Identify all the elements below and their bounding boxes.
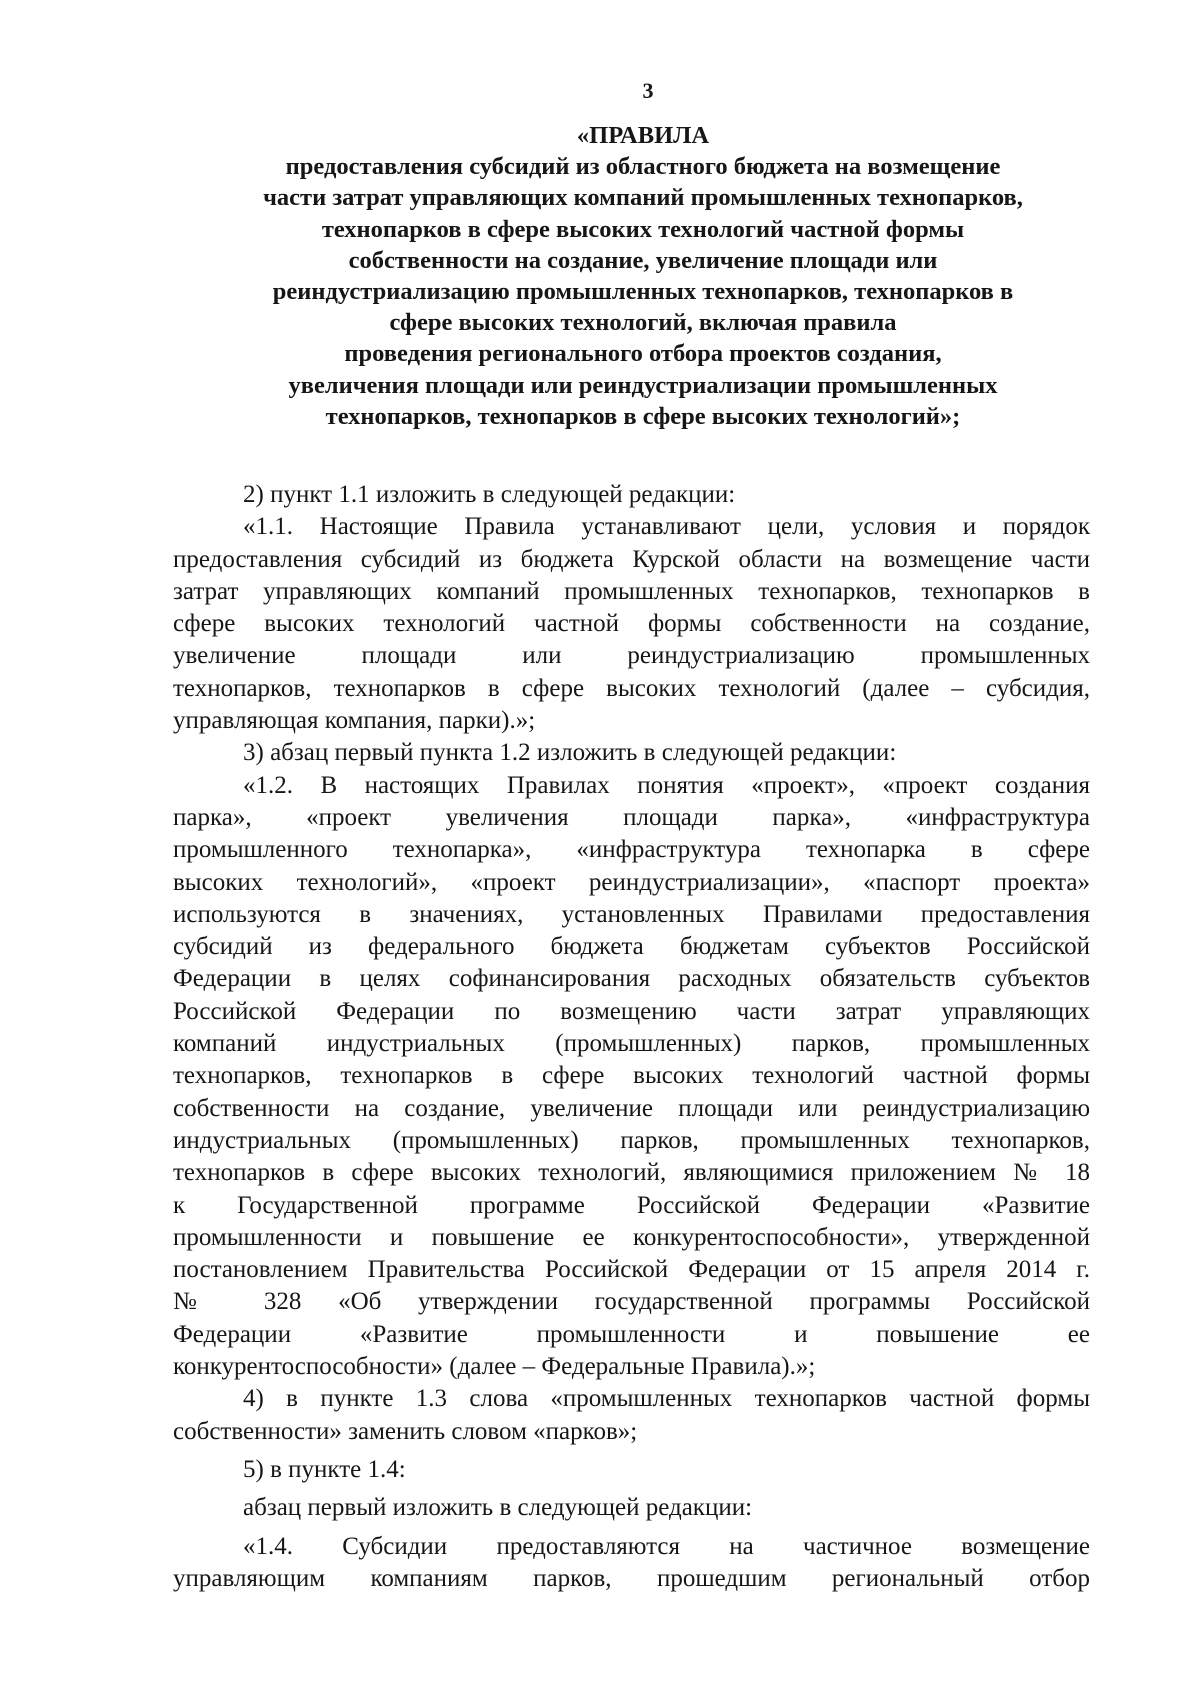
document-header bbox=[160, 120, 1126, 432]
header-line: технопарков в сфере высоких технологий частной формы bbox=[321, 215, 965, 243]
text-line: управляющим компаниям парков, прошедшим региональный отбор bbox=[173, 1564, 1090, 1592]
text-line: промышленности и повышение ее конкурентоспособности», утвержденной bbox=[173, 1223, 1090, 1251]
text-line: управляющая компания, парки).»; bbox=[173, 707, 536, 735]
text-line: технопарков, технопарков в сфере высоких технологий (далее – субсидия, bbox=[173, 674, 1090, 702]
paragraph-item-5: 5) в пункте 1.4: bbox=[243, 1455, 406, 1483]
text-line: технопарков в сфере высоких технологий, являющимися приложением № 18 bbox=[173, 1159, 1090, 1187]
paragraph-item-4: 4) в пункте 1.3 слова «промышленных технопарков частной формы bbox=[243, 1385, 1090, 1413]
paragraph-subitem: абзац первый изложить в следующей редакции: bbox=[243, 1494, 753, 1522]
header-line: собственности на создание, увеличение площади или bbox=[348, 246, 938, 274]
page-number: 3 bbox=[642, 78, 654, 103]
text-line: промышленного технопарка», «инфраструктура технопарка в сфере bbox=[173, 836, 1090, 864]
header-line: части затрат управляющих компаний промышленных технопарков, bbox=[263, 184, 1023, 212]
text-line: высоких технологий», «проект реиндустриализации», «паспорт проекта» bbox=[173, 868, 1090, 896]
document-title: «ПРАВИЛА bbox=[576, 122, 710, 149]
document-body bbox=[173, 479, 1090, 1595]
text-line: используются в значениях, установленных Правилами предоставления bbox=[173, 900, 1090, 928]
text-line: парка», «проект увеличения площади парка», «инфраструктура bbox=[173, 803, 1090, 831]
text-line: затрат управляющих компаний промышленных технопарков, технопарков в bbox=[173, 577, 1090, 605]
header-line: технопарков, технопарков в сфере высоких технологий»; bbox=[325, 402, 961, 430]
text-line: собственности на создание, увеличение площади или реиндустриализацию bbox=[173, 1094, 1090, 1122]
header-line: увеличения площади или реиндустриализации промышленных bbox=[288, 371, 998, 399]
text-line: субсидий из федерального бюджета бюджетам субъектов Российской bbox=[173, 933, 1090, 961]
quoted-clause-1-4: «1.4. Субсидии предоставляются на частичное возмещение bbox=[243, 1532, 1090, 1560]
header-line: предоставления субсидий из областного бюджета на возмещение bbox=[285, 153, 1001, 181]
text-line: Российской Федерации по возмещению части затрат управляющих bbox=[173, 997, 1090, 1025]
quoted-clause-1-2: «1.2. В настоящих Правилах понятия «проект», «проект создания bbox=[243, 771, 1090, 799]
text-line: сфере высоких технологий частной формы собственности на создание, bbox=[173, 610, 1090, 638]
text-line: предоставления субсидий из бюджета Курской области на возмещение части bbox=[173, 545, 1090, 573]
paragraph-item-2: 2) пункт 1.1 изложить в следующей редакции: bbox=[243, 481, 736, 508]
header-line: проведения регионального отбора проектов создания, bbox=[344, 340, 942, 368]
text-line: собственности» заменить словом «парков»; bbox=[173, 1417, 638, 1445]
text-line: к Государственной программе Российской Федерации «Развитие bbox=[173, 1191, 1090, 1219]
quoted-clause-1-1: «1.1. Настоящие Правила устанавливают цели, условия и порядок bbox=[243, 513, 1090, 541]
text-line: индустриальных (промышленных) парков, промышленных технопарков, bbox=[173, 1126, 1090, 1154]
text-line: компаний индустриальных (промышленных) парков, промышленных bbox=[173, 1030, 1090, 1058]
header-line: сфере высоких технологий, включая правила bbox=[389, 309, 897, 337]
text-line: Федерации «Развитие промышленности и повышение ее bbox=[173, 1320, 1090, 1348]
text-line: конкурентоспособности» (далее – Федеральные Правила).»; bbox=[173, 1353, 816, 1381]
paragraph-item-3: 3) абзац первый пункта 1.2 изложить в следующей редакции: bbox=[243, 739, 897, 767]
text-line: Федерации в целях софинансирования расходных обязательств субъектов bbox=[173, 965, 1090, 993]
text-line: технопарков, технопарков в сфере высоких технологий частной формы bbox=[173, 1062, 1090, 1090]
text-line: № 328 «Об утверждении государственной программы Российской bbox=[173, 1288, 1090, 1316]
text-line: постановлением Правительства Российской Федерации от 15 апреля 2014 г. bbox=[173, 1256, 1090, 1284]
text-line: увеличение площади или реиндустриализацию промышленных bbox=[173, 642, 1090, 670]
header-line: реиндустриализацию промышленных технопарков, технопарков в bbox=[272, 278, 1014, 306]
